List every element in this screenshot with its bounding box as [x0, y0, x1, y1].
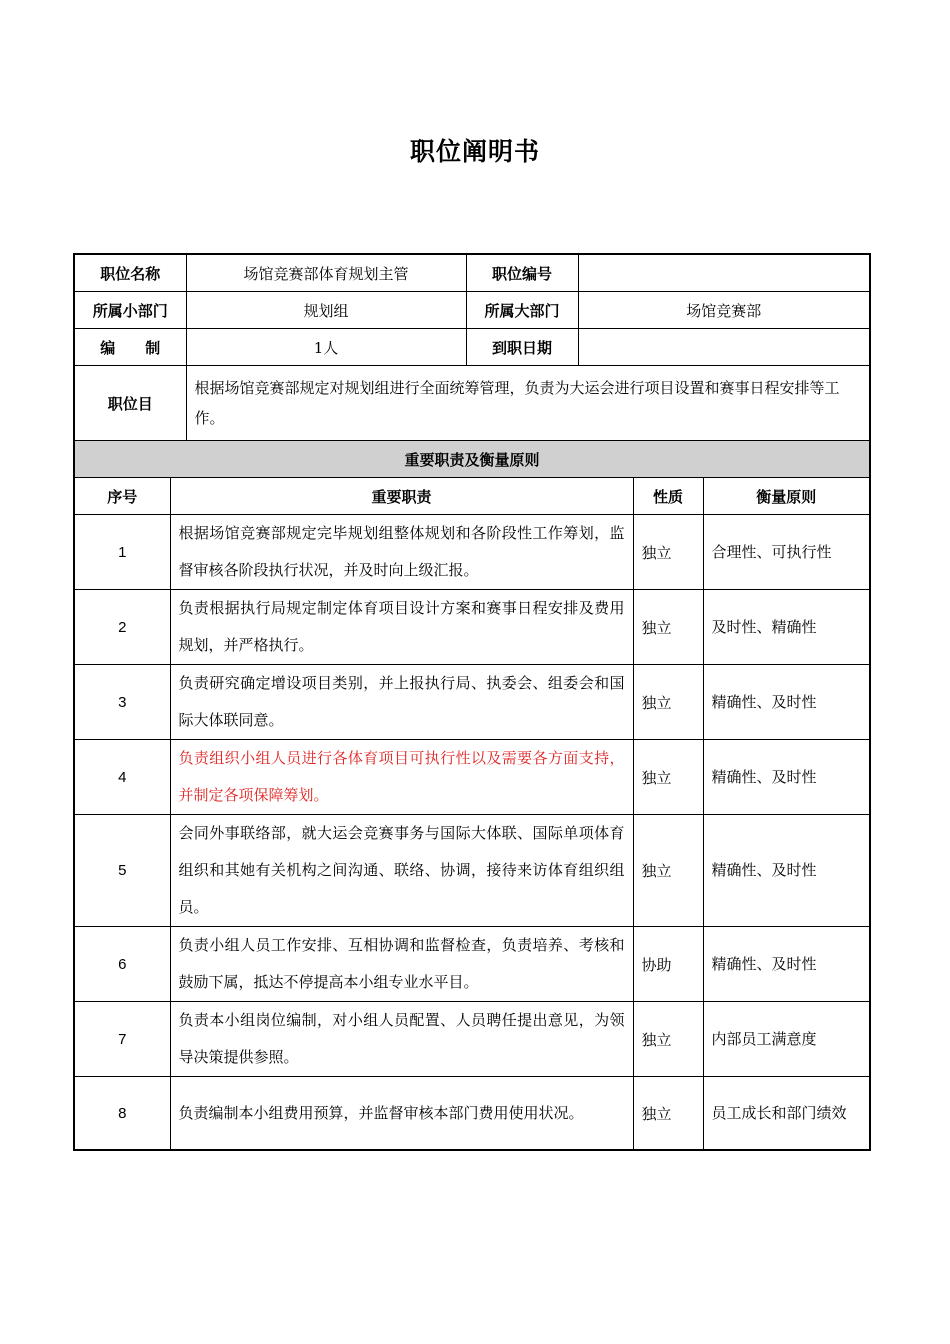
table-row: [74, 1002, 870, 1077]
row-nature: 独立: [633, 665, 703, 740]
col-nature-header: 性质: [633, 478, 703, 515]
row-duty: 负责编制本小组费用预算，并监督审核本部门费用使用状况。: [170, 1077, 633, 1151]
row-measure: 精确性、及时性: [703, 927, 870, 1002]
info-row-goal: [74, 366, 870, 441]
row-nature: 独立: [633, 740, 703, 815]
row-seq: 4: [74, 740, 170, 815]
row-duty: 负责小组人员工作安排、互相协调和监督检查，负责培养、考核和鼓励下属，抵达不停提高本小组专业水平目。: [170, 927, 633, 1002]
row-duty: 负责根据执行局规定制定体育项目设计方案和赛事日程安排及费用规划，并严格执行。: [170, 590, 633, 665]
main-dept-value: 场馆竞赛部: [578, 292, 870, 329]
row-seq: 7: [74, 1002, 170, 1077]
row-measure: 及时性、精确性: [703, 590, 870, 665]
row-duty: 根据场馆竞赛部规定完毕规划组整体规划和各阶段性工作筹划，监督审核各阶段执行状况，并及时向上级汇报。: [170, 515, 633, 590]
row-measure: 合理性、可执行性: [703, 515, 870, 590]
table-row: [74, 665, 870, 740]
row-seq: 6: [74, 927, 170, 1002]
row-nature: 独立: [633, 815, 703, 927]
row-nature: 独立: [633, 1077, 703, 1151]
duties-table: [73, 440, 871, 1151]
row-duty-highlighted: 负责组织小组人员进行各体育项目可执行性以及需要各方面支持，并制定各项保障筹划。: [170, 740, 633, 815]
position-name-label: 职位名称: [74, 254, 186, 292]
goal-label: 职位目: [74, 366, 186, 441]
document-title: 职位阐明书: [409, 137, 540, 166]
duties-section-title: 重要职责及衡量原则: [74, 441, 870, 478]
main-dept-label: 所属大部门: [466, 292, 578, 329]
row-seq: 2: [74, 590, 170, 665]
position-code-value: [578, 254, 870, 292]
row-measure: 精确性、及时性: [703, 815, 870, 927]
info-row-headcount: [74, 329, 870, 366]
position-name-value: 场馆竞赛部体育规划主管: [186, 254, 466, 292]
row-measure: 内部员工满意度: [703, 1002, 870, 1077]
start-date-value: [578, 329, 870, 366]
row-duty: 会同外事联络部，就大运会竞赛事务与国际大体联、国际单项体育组织和其她有关机构之间沟通、联络、协调，接待来访体育组织组员。: [170, 815, 633, 927]
sub-dept-label: 所属小部门: [74, 292, 186, 329]
start-date-label: 到职日期: [466, 329, 578, 366]
row-measure: 精确性、及时性: [703, 740, 870, 815]
row-nature: 独立: [633, 590, 703, 665]
col-duty-header: 重要职责: [170, 478, 633, 515]
headcount-value: 1人: [186, 329, 466, 366]
info-row-dept: [74, 292, 870, 329]
row-nature: 协助: [633, 927, 703, 1002]
row-measure: 精确性、及时性: [703, 665, 870, 740]
table-row: [74, 1077, 870, 1151]
duties-column-header: [74, 478, 870, 515]
col-measure-header: 衡量原则: [703, 478, 870, 515]
table-row: [74, 515, 870, 590]
table-row: [74, 590, 870, 665]
position-code-label: 职位编号: [466, 254, 578, 292]
col-seq-header: 序号: [74, 478, 170, 515]
position-info-table: [73, 253, 871, 441]
table-row: [74, 740, 870, 815]
headcount-label: 编 制: [74, 329, 186, 366]
table-row: [74, 927, 870, 1002]
goal-value: 根据场馆竞赛部规定对规划组进行全面统筹管理，负责为大运会进行项目设置和赛事日程安排等工作。: [186, 366, 870, 441]
row-seq: 5: [74, 815, 170, 927]
row-seq: 8: [74, 1077, 170, 1151]
row-nature: 独立: [633, 515, 703, 590]
row-duty: 负责研究确定增设项目类别，并上报执行局、执委会、组委会和国际大体联同意。: [170, 665, 633, 740]
sub-dept-value: 规划组: [186, 292, 466, 329]
row-seq: 3: [74, 665, 170, 740]
row-duty: 负责本小组岗位编制，对小组人员配置、人员聘任提出意见，为领导决策提供参照。: [170, 1002, 633, 1077]
info-row-name: [74, 254, 870, 292]
row-nature: 独立: [633, 1002, 703, 1077]
row-measure: 员工成长和部门绩效: [703, 1077, 870, 1151]
table-row: [74, 815, 870, 927]
row-seq: 1: [74, 515, 170, 590]
